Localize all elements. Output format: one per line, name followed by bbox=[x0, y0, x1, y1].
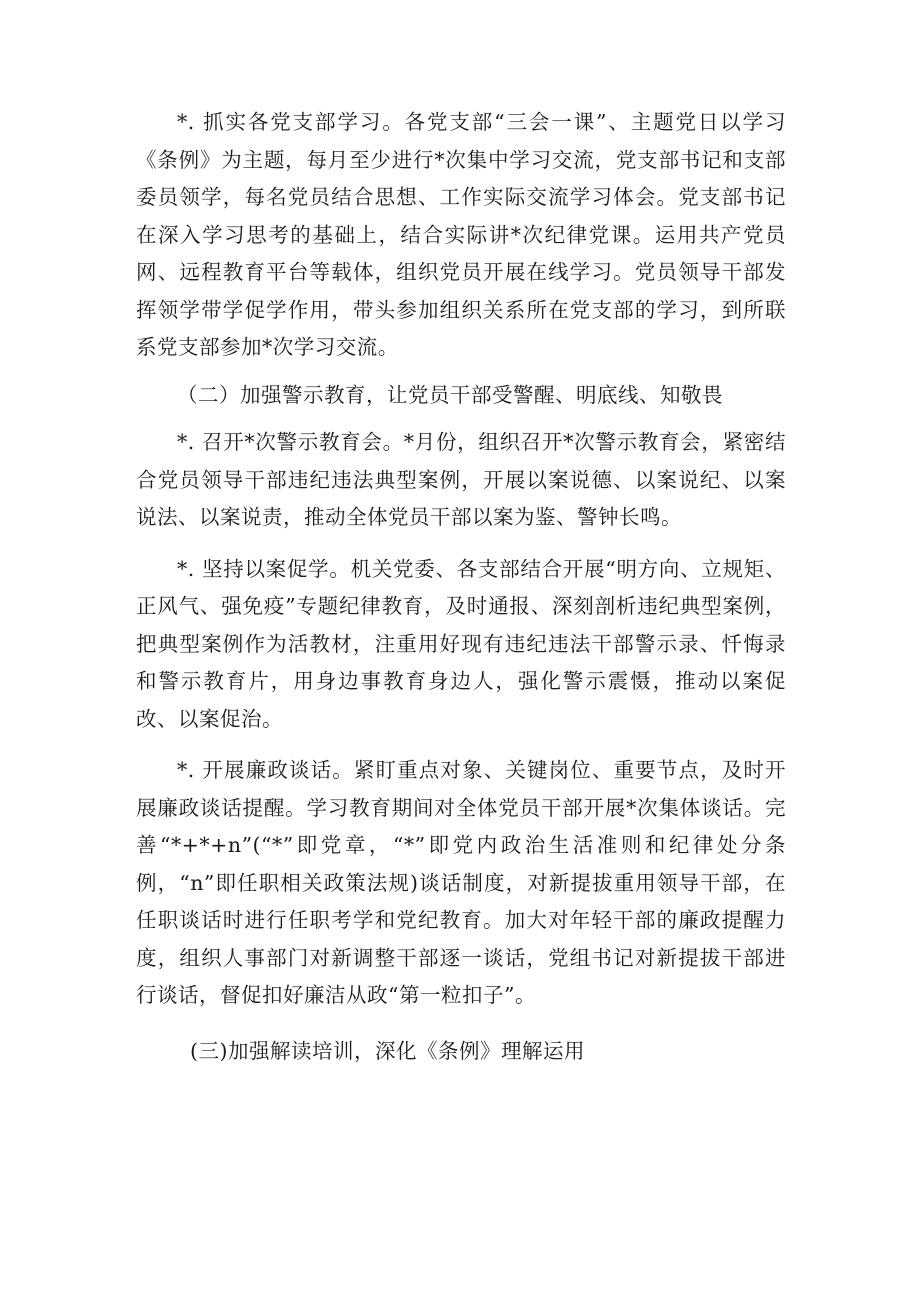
paragraph-case-study: *. 坚持以案促学。机关党委、各支部结合开展“明方向、立规矩、正风气、强免疫”专题纪律教育，及时通报、深刻剖析违纪典型案例，把典型案例作为活教材，注重用好现有违纪违法干部警示录、忏悔录和警示教育片，用身边事教育身边人，强化警示震慑，推动以案促改、以案促治。 bbox=[136, 556, 786, 731]
paragraph-warning-meeting: *. 召开*次警示教育会。*月份，组织召开*次警示教育会，紧密结合党员领导干部违纪违法典型案例，开展以案说德、以案说纪、以案说法、以案说责，推动全体党员干部以案为鉴、警钟长鸣。 bbox=[136, 430, 786, 529]
paragraph-branch-study: *. 抓实各党支部学习。各党支部“三会一课”、主题党日以学习《条例》为主题，每月至少进行*次集中学习交流，党支部书记和支部委员领学，每名党员结合思想、工作实际交流学习体会。党支部书记在深入学习思考的基础上，结合实际讲*次纪律党课。运用共产党员网、远程教育平台等载体，组织党员开展在线学习。党员领导干部发挥领学带学促学作用，带头参加组织关系所在党支部的学习，到所联系党支部参加*次学习交流。 bbox=[136, 110, 786, 359]
document-body bbox=[136, 104, 786, 1070]
paragraph-integrity-talks: *. 开展廉政谈话。紧盯重点对象、关键岗位、重要节点，及时开展廉政谈话提醒。学习教育期间对全体党员干部开展*次集体谈话。完善“*+*+n”(“*”即党章，“*”即党内政治生活准则和纪律处分条例，“n”即任职相关政策法规)谈话制度，对新提拔重用领导干部，在任职谈话时进行任职考学和党纪教育。加大对年轻干部的廉政提醒力度，组织人事部门对新调整干部逐一谈话，党组书记对新提拔干部进行谈话，督促扣好廉洁从政“第一粒扣子”。 bbox=[136, 758, 786, 1007]
section-heading-interpretation-training: (三)加强解读培训，深化《条例》理解运用 bbox=[190, 1038, 585, 1063]
section-heading-warning-education: （二）加强警示教育，让党员干部受警醒、明底线、知敬畏 bbox=[177, 382, 723, 407]
